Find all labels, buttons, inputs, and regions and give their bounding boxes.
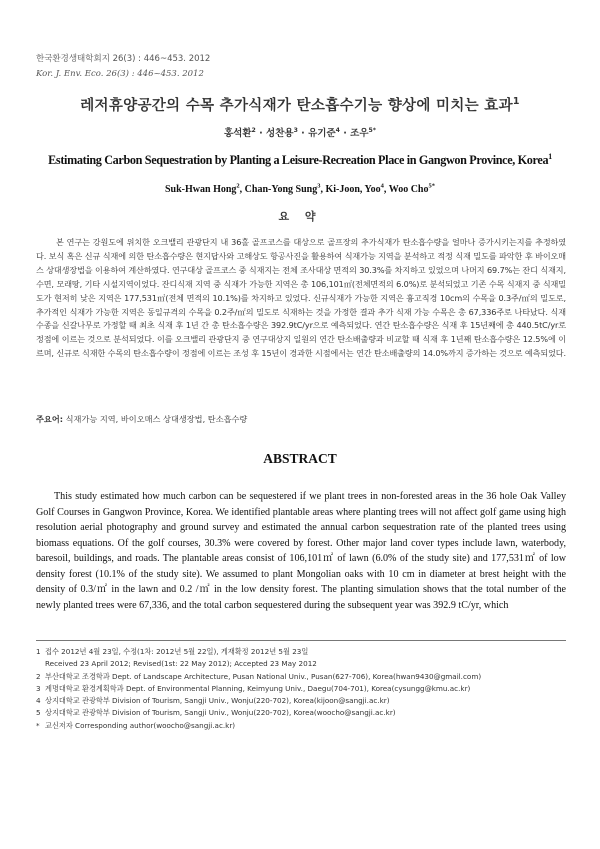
footnote-number: *	[36, 720, 40, 730]
footnote-divider	[36, 640, 566, 641]
author-ko-sup: 3	[293, 126, 298, 134]
author-en-name: Woo Cho	[388, 184, 429, 195]
footnote	[36, 695, 566, 707]
authors-korean	[0, 125, 600, 139]
author-ko-name: 성찬용	[266, 128, 294, 139]
footnote	[36, 720, 566, 732]
author-separator: ·	[339, 128, 351, 139]
author-ko-sup: 4	[335, 126, 340, 134]
footnote	[36, 671, 566, 683]
abstract-english-body: This study estimated how much carbon can be sequestered if we plant trees in non-forested areas in the 36 hole Oak Valley Golf Courses in Gangwon Province, Korea. We identified plantable areas where planting trees will not affect golf game using high resolution aerial photography and ground survey and estimated the annual carbon sequestration rate of the planted trees using biomass equations. Of the golf courses, 30.3% were covered by forest. Other major land cover types include lawn, waterbody, baresoil, buildings, and roads. The plantable areas consist of 106,101㎡ of lawn (6.0% of the study site) and 177,531㎡ of low density forest (10.1% of the study site). We assumed to plant Mongolian oaks with 10 cm in diameter at brest height with the density of 0.3/㎡ in the lawn and 0.2 /㎡ in the low density forest. The planting simulation shows that the total number of the newly planted trees were 67,336, and the total carbon sequestered during the subsequent year was 392.9 tC/yr, which	[36, 491, 566, 611]
title-korean-text: 레저휴양공간의 수목 추가식재가 탄소흡수기능 향상에 미치는 효과	[80, 98, 513, 114]
journal-citation-ko: 한국환경생태학회지 26(3) : 446~453. 2012	[36, 54, 211, 64]
footnote-text: Received 23 April 2012; Revised(1st: 22 May 2012); Accepted 23 May 2012	[45, 659, 317, 669]
keywords-line	[36, 414, 247, 425]
journal-citation-en: Kor. J. Env. Eco. 26(3) : 446~453. 2012	[36, 69, 204, 79]
author-en-name: Chan-Yong Sung	[244, 184, 318, 195]
abstract-korean-heading: 요 약	[278, 210, 322, 223]
footnote	[36, 683, 566, 695]
footnote	[36, 658, 566, 670]
footnote-text: 상지대학교 관광학부 Division of Tourism, Sangji Univ., Wonju(220-702), Korea(woocho@sangji.ac.kr)	[45, 708, 396, 718]
author-en-sup: 2	[236, 182, 240, 190]
abstract-korean-body: 본 연구는 강원도에 위치한 오크밸리 관광단지 내 36홀 골프코스를 대상으로 골프장의 추가식재가 탄소흡수량을 얼마나 증가시키는지를 추정하였다. 보식 혹은 신규 식재에 의한 탄소흡수량은 현지답사와 고해상도 항공사진을 활용하여 식재가능 지역을 분석하고 적정 식재 밀도를 파악한 후 바이오매스 상대생장법을 이용하여 계산하였다. 연구대상 골프코스 중 식재지는 전체 조사대상 면적의 30.3%를 차지하고 있었으며 나머지 69.7%는 잔디 식재지, 수면, 모래땅, 기타 시설지역이었다. 잔디식재 지역 중 식재가 가능한 지역은 총 106,101㎡(전체면적의 6.0%)로 분석되었고 기존 수목 식재지 중 식재밀도가 현저히 낮은 지역은 177,531㎡(전체 면적의 10.1%)를 차지하고 있었다. 신규식재가 가능한 지역은 흉고직경 10cm의 수목을 0.3주/㎡의 밀도로, 추가적인 식재가 가능한 지역은 동일규격의 수목을 0.2주/㎡의 밀도로 식재하는 것을 가정한 결과 추가 식재 가능 수목은 총 67,336주로 나타났다. 식재수종을 신갈나무로 가정할 때 최초 식재 후 1년 간 총 탄소흡수량은 392.9tC/yr으로 예측되었다. 연간 탄소흡수량은 식재 후 15년째에 총 440.5tC/yr로 정점에 이르는 것으로 분석되었다. 이를 오크밸리 관광단지 중 연구대상지 일원의 연간 탄소배출량과 비교할 때 식재 후 1년째 탄소흡수량은 12.5%에 이르며, 신규로 식재한 수목의 탄소흡수량이 정점에 이르는 조성 후 15년이 경과한 시점에서는 연간 탄소배출량의 14.0%까지 증가하는 것으로 예측되었다.	[36, 237, 566, 359]
author-en-sup: 3	[317, 182, 321, 190]
keywords-text: 식재가능 지역, 바이오매스 상대생장법, 탄소흡수량	[65, 414, 248, 424]
footnote-number: 1	[36, 647, 41, 656]
authors-english: Suk-Hwan Hong$^2$, Chan-Yong Sung$^3$, Ki-Joon, Yoo$^4$, Woo Cho$^{5*}$	[165, 182, 435, 195]
footnote-number: 5	[36, 708, 41, 718]
footnote-number: 4	[36, 696, 41, 706]
title-korean-sup: 1	[512, 96, 520, 108]
author-ko-name: 유기준	[308, 128, 336, 139]
author-ko-sup: 5*	[368, 126, 377, 134]
title-english	[0, 153, 600, 168]
author-en-name: Ki-Joon, Yoo	[325, 184, 381, 195]
footnote-number: 2	[36, 671, 41, 681]
author-en-sup: 4	[380, 182, 384, 190]
footnotes	[36, 646, 566, 732]
footnote	[36, 707, 566, 719]
title-english-sup: 1	[548, 151, 552, 161]
journal-header	[36, 52, 210, 82]
footnote-number: 3	[36, 683, 41, 693]
author-ko-name: 홍석환	[223, 128, 252, 139]
footnote	[36, 646, 566, 658]
footnote-text: 상지대학교 관광학부 Division of Tourism, Sangji Univ., Wonju(220-702), Korea(kijoon@sangji.ac.kr)	[45, 696, 390, 706]
footnote-text: 교신저자 Corresponding author(woocho@sangji.ac.kr)	[45, 720, 236, 730]
footnote-text: 부산대학교 조경학과 Dept. of Landscape Architecture, Pusan National Univ., Pusan(627-706), Korea(hwan9430@gmail.com)	[45, 671, 482, 681]
author-separator: ·	[297, 128, 309, 139]
title-english-text: Estimating Carbon Sequestration by Planting a Leisure-Recreation Place in Gangwon Province, Korea	[48, 153, 549, 167]
author-separator: ·	[255, 128, 267, 139]
author-ko-name: 조우	[350, 128, 369, 139]
author-en-sup: 5*	[428, 182, 435, 190]
footnote-text: 계명대학교 환경계획학과 Dept. of Environmental Planning, Keimyung Univ., Daegu(704-701), Korea(cysungg@kmu.ac.kr)	[45, 683, 471, 693]
title-korean	[0, 94, 600, 115]
author-ko-sup: 2	[251, 126, 256, 134]
footnote-text: 접수 2012년 4월 23일, 수정(1차: 2012년 5월 22일), 게재확정 2012년 5월 23일	[45, 647, 309, 656]
abstract-english-heading: ABSTRACT	[263, 451, 337, 466]
keywords-label: 주요어:	[36, 414, 64, 424]
author-en-name: Suk-Hwan Hong	[165, 184, 237, 195]
